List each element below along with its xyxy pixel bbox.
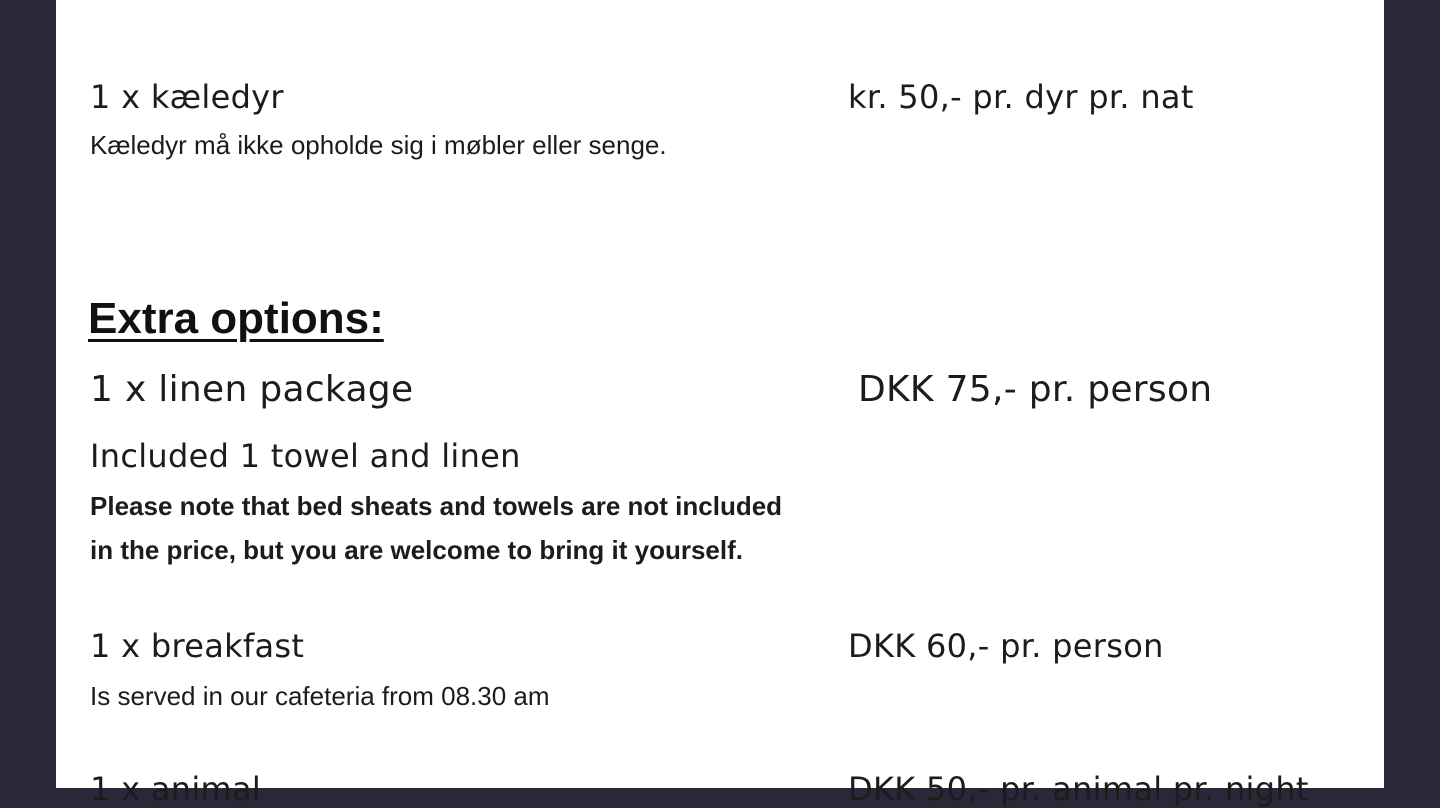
linen-item-price: DKK 75,- pr. person bbox=[858, 369, 1213, 410]
animal-item-price: DKK 50,- pr. animal pr. night bbox=[848, 770, 1309, 808]
animal-item-label: 1 x animal bbox=[90, 770, 262, 808]
breakfast-item-note: Is served in our cafeteria from 08.30 am bbox=[90, 681, 550, 711]
extra-options-heading: Extra options: bbox=[88, 294, 384, 343]
linen-note-line-1: Please note that bed sheats and towels are not included bbox=[90, 491, 783, 521]
pet-item-note: Kæledyr må ikke opholde sig i møbler eller senge. bbox=[90, 130, 667, 160]
pet-item-label: 1 x kæledyr bbox=[90, 78, 284, 116]
linen-note-line-2: in the price, but you are welcome to bring it yourself. bbox=[90, 535, 743, 565]
linen-included-text: Included 1 towel and linen bbox=[90, 437, 521, 475]
pet-item-price: kr. 50,- pr. dyr pr. nat bbox=[848, 78, 1194, 116]
linen-item-label: 1 x linen package bbox=[90, 369, 414, 410]
price-document-page bbox=[56, 0, 1384, 808]
breakfast-item-price: DKK 60,- pr. person bbox=[848, 627, 1164, 665]
breakfast-item-label: 1 x breakfast bbox=[90, 627, 305, 665]
